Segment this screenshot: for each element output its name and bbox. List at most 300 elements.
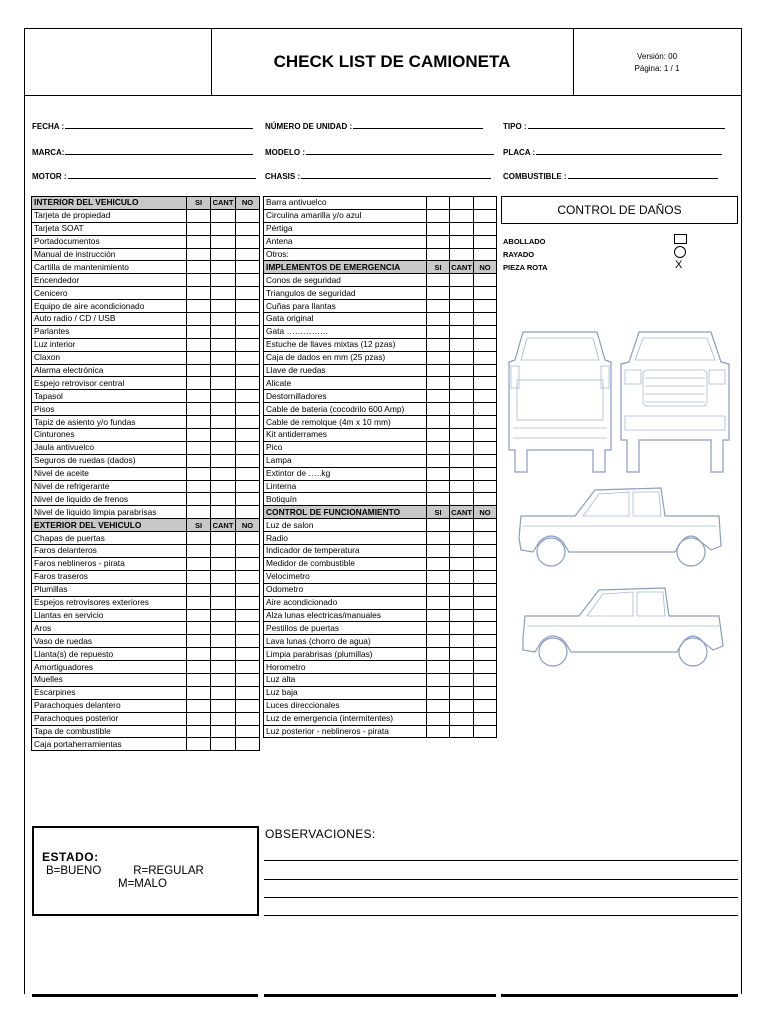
cant-field[interactable] — [211, 467, 236, 480]
no-checkbox[interactable] — [474, 712, 497, 725]
checklist-item-label: Triangulos de seguridad — [264, 287, 427, 300]
no-checkbox[interactable] — [236, 583, 260, 596]
cant-field[interactable] — [211, 673, 236, 686]
no-checkbox[interactable] — [236, 532, 260, 545]
document-header — [24, 28, 742, 96]
no-checkbox[interactable] — [236, 712, 260, 725]
no-checkbox[interactable] — [474, 480, 497, 493]
no-checkbox[interactable] — [474, 300, 497, 313]
si-checkbox[interactable] — [427, 416, 450, 429]
checklist-row — [264, 287, 497, 300]
no-checkbox[interactable] — [236, 416, 260, 429]
cant-field[interactable] — [450, 467, 474, 480]
checklist-item-label: Pico — [264, 441, 427, 454]
no-checkbox[interactable] — [474, 596, 497, 609]
observaciones-line-3[interactable] — [264, 897, 738, 898]
si-checkbox[interactable] — [427, 725, 450, 738]
no-checkbox[interactable] — [474, 390, 497, 403]
si-checkbox[interactable] — [427, 609, 450, 622]
si-checkbox[interactable] — [187, 454, 211, 467]
cant-field[interactable] — [211, 441, 236, 454]
no-checkbox[interactable] — [474, 661, 497, 674]
no-checkbox[interactable] — [474, 338, 497, 351]
no-checkbox[interactable] — [474, 557, 497, 570]
no-checkbox[interactable] — [236, 493, 260, 506]
cant-field[interactable] — [450, 300, 474, 313]
cant-field[interactable] — [450, 274, 474, 287]
placa-label: PLACA : — [503, 148, 536, 157]
checklist-item-label: Tarjeta de propiedad — [32, 209, 187, 222]
si-checkbox[interactable] — [427, 661, 450, 674]
modelo-field[interactable] — [265, 146, 494, 157]
si-checkbox[interactable] — [187, 699, 211, 712]
si-checkbox[interactable] — [187, 235, 211, 248]
si-checkbox[interactable] — [427, 274, 450, 287]
si-checkbox[interactable] — [187, 351, 211, 364]
no-checkbox[interactable] — [474, 725, 497, 738]
no-checkbox[interactable] — [236, 300, 260, 313]
si-checkbox[interactable] — [187, 532, 211, 545]
no-checkbox[interactable] — [236, 725, 260, 738]
no-checkbox[interactable] — [236, 248, 260, 261]
no-checkbox[interactable] — [474, 377, 497, 390]
cant-field[interactable] — [450, 648, 474, 661]
cant-field[interactable] — [450, 364, 474, 377]
numero-unidad-field[interactable] — [265, 120, 483, 131]
si-checkbox[interactable] — [187, 300, 211, 313]
cant-field[interactable] — [450, 416, 474, 429]
cant-field[interactable] — [450, 673, 474, 686]
si-checkbox[interactable] — [187, 583, 211, 596]
interior-header: INTERIOR DEL VEHICULO — [32, 197, 187, 210]
cant-field[interactable] — [211, 648, 236, 661]
no-checkbox[interactable] — [236, 338, 260, 351]
checklist-item-label: Cinturones — [32, 429, 187, 442]
si-checkbox[interactable] — [427, 377, 450, 390]
signature-line-2[interactable] — [264, 994, 496, 997]
no-checkbox[interactable] — [236, 403, 260, 416]
si-checkbox[interactable] — [187, 609, 211, 622]
no-checkbox[interactable] — [236, 351, 260, 364]
cant-field[interactable] — [211, 699, 236, 712]
cant-field[interactable] — [450, 209, 474, 222]
si-checkbox[interactable] — [187, 222, 211, 235]
no-checkbox[interactable] — [474, 635, 497, 648]
no-checkbox[interactable] — [474, 686, 497, 699]
cant-field[interactable] — [211, 209, 236, 222]
si-checkbox[interactable] — [427, 364, 450, 377]
fecha-label: FECHA : — [32, 122, 65, 131]
cant-field[interactable] — [450, 351, 474, 364]
checklist-item-label: Lava lunas (chorro de agua) — [264, 635, 427, 648]
si-checkbox[interactable] — [427, 557, 450, 570]
cant-field[interactable] — [450, 429, 474, 442]
si-checkbox[interactable] — [427, 622, 450, 635]
si-checkbox[interactable] — [187, 390, 211, 403]
cant-field[interactable] — [450, 725, 474, 738]
no-checkbox[interactable] — [474, 441, 497, 454]
si-column-header: SI — [427, 506, 450, 519]
si-checkbox[interactable] — [187, 274, 211, 287]
checklist-item-label: Aros — [32, 622, 187, 635]
cant-field[interactable] — [450, 403, 474, 416]
cant-field[interactable] — [450, 699, 474, 712]
si-checkbox[interactable] — [427, 686, 450, 699]
cant-field[interactable] — [211, 261, 236, 274]
si-checkbox[interactable] — [187, 661, 211, 674]
cant-field[interactable] — [211, 416, 236, 429]
cant-field[interactable] — [450, 635, 474, 648]
no-checkbox[interactable] — [474, 519, 497, 532]
cant-field[interactable] — [211, 390, 236, 403]
cant-field[interactable] — [450, 622, 474, 635]
si-checkbox[interactable] — [427, 583, 450, 596]
si-checkbox[interactable] — [427, 467, 450, 480]
no-checkbox[interactable] — [474, 699, 497, 712]
no-checkbox[interactable] — [236, 274, 260, 287]
no-checkbox[interactable] — [236, 429, 260, 442]
no-checkbox[interactable] — [474, 673, 497, 686]
checklist-item-label: Tapiz de asiento y/o fundas — [32, 416, 187, 429]
no-checkbox[interactable] — [236, 506, 260, 519]
no-checkbox[interactable] — [474, 583, 497, 596]
no-checkbox[interactable] — [474, 313, 497, 326]
si-checkbox[interactable] — [427, 248, 450, 261]
cant-field[interactable] — [211, 325, 236, 338]
marca-field[interactable] — [32, 146, 253, 157]
si-checkbox[interactable] — [187, 673, 211, 686]
cant-field[interactable] — [211, 738, 236, 751]
si-checkbox[interactable] — [427, 313, 450, 326]
no-checkbox[interactable] — [236, 222, 260, 235]
si-checkbox[interactable] — [187, 287, 211, 300]
cant-field[interactable] — [450, 686, 474, 699]
cant-field[interactable] — [450, 712, 474, 725]
no-checkbox[interactable] — [236, 261, 260, 274]
cant-field[interactable] — [211, 661, 236, 674]
si-checkbox[interactable] — [427, 493, 450, 506]
no-checkbox[interactable] — [474, 222, 497, 235]
cant-field[interactable] — [211, 635, 236, 648]
no-checkbox[interactable] — [236, 570, 260, 583]
si-checkbox[interactable] — [187, 712, 211, 725]
si-checkbox[interactable] — [187, 570, 211, 583]
document-title: CHECK LIST DE CAMIONETA — [273, 52, 511, 71]
cant-field[interactable] — [450, 222, 474, 235]
si-checkbox[interactable] — [427, 699, 450, 712]
si-checkbox[interactable] — [427, 300, 450, 313]
no-checkbox[interactable] — [236, 287, 260, 300]
si-checkbox[interactable] — [427, 338, 450, 351]
estado-line2: M=MALO — [118, 878, 167, 890]
checklist-row — [32, 390, 260, 403]
cant-field[interactable] — [211, 338, 236, 351]
checklist-row — [32, 364, 260, 377]
si-checkbox[interactable] — [187, 467, 211, 480]
cant-field[interactable] — [450, 557, 474, 570]
observaciones-line-4[interactable] — [264, 915, 738, 916]
no-checkbox[interactable] — [474, 609, 497, 622]
si-checkbox[interactable] — [427, 545, 450, 558]
cant-field[interactable] — [211, 377, 236, 390]
cant-field[interactable] — [211, 248, 236, 261]
no-column-header: NO — [236, 197, 260, 210]
si-column-header: SI — [187, 197, 211, 210]
no-checkbox[interactable] — [474, 429, 497, 442]
si-checkbox[interactable] — [427, 403, 450, 416]
si-checkbox[interactable] — [187, 635, 211, 648]
cant-field[interactable] — [450, 532, 474, 545]
checklist-row — [32, 416, 260, 429]
cant-field[interactable] — [211, 235, 236, 248]
no-checkbox[interactable] — [236, 661, 260, 674]
no-checkbox[interactable] — [236, 325, 260, 338]
no-checkbox[interactable] — [474, 416, 497, 429]
si-checkbox[interactable] — [187, 725, 211, 738]
no-checkbox[interactable] — [236, 390, 260, 403]
no-checkbox[interactable] — [474, 648, 497, 661]
si-checkbox[interactable] — [427, 325, 450, 338]
si-checkbox[interactable] — [187, 686, 211, 699]
cant-field[interactable] — [211, 557, 236, 570]
checklist-row — [32, 235, 260, 248]
cant-field[interactable] — [450, 338, 474, 351]
no-checkbox[interactable] — [236, 454, 260, 467]
cant-field[interactable] — [450, 235, 474, 248]
no-checkbox[interactable] — [474, 532, 497, 545]
si-checkbox[interactable] — [187, 441, 211, 454]
cant-field[interactable] — [450, 197, 474, 210]
cant-field[interactable] — [211, 725, 236, 738]
checklist-row — [32, 274, 260, 287]
observaciones-line-1[interactable] — [264, 860, 738, 861]
si-checkbox[interactable] — [427, 596, 450, 609]
no-checkbox[interactable] — [236, 545, 260, 558]
si-checkbox[interactable] — [187, 364, 211, 377]
cant-field[interactable] — [211, 712, 236, 725]
si-checkbox[interactable] — [427, 519, 450, 532]
si-checkbox[interactable] — [187, 261, 211, 274]
no-checkbox[interactable] — [474, 274, 497, 287]
cant-field[interactable] — [450, 545, 474, 558]
no-checkbox[interactable] — [236, 699, 260, 712]
si-checkbox[interactable] — [427, 570, 450, 583]
si-checkbox[interactable] — [187, 506, 211, 519]
si-checkbox[interactable] — [187, 338, 211, 351]
cant-field[interactable] — [211, 351, 236, 364]
checklist-row — [264, 699, 497, 712]
si-checkbox[interactable] — [187, 248, 211, 261]
signature-line-3[interactable] — [501, 994, 738, 997]
cant-field[interactable] — [211, 570, 236, 583]
no-checkbox[interactable] — [474, 364, 497, 377]
cant-field[interactable] — [211, 622, 236, 635]
cant-field[interactable] — [450, 493, 474, 506]
no-checkbox[interactable] — [236, 557, 260, 570]
si-checkbox[interactable] — [427, 441, 450, 454]
no-checkbox[interactable] — [474, 454, 497, 467]
no-checkbox[interactable] — [474, 209, 497, 222]
si-checkbox[interactable] — [427, 673, 450, 686]
no-checkbox[interactable] — [236, 673, 260, 686]
cant-field[interactable] — [450, 287, 474, 300]
no-checkbox[interactable] — [236, 313, 260, 326]
cant-field[interactable] — [450, 480, 474, 493]
checklist-item-label: Luz de salon — [264, 519, 427, 532]
placa-field[interactable] — [503, 146, 722, 157]
no-checkbox[interactable] — [236, 686, 260, 699]
cant-field[interactable] — [450, 519, 474, 532]
cant-field[interactable] — [211, 532, 236, 545]
checklist-row — [264, 570, 497, 583]
cant-field[interactable] — [450, 325, 474, 338]
cant-field[interactable] — [211, 506, 236, 519]
signature-line-1[interactable] — [32, 994, 258, 997]
si-checkbox[interactable] — [427, 209, 450, 222]
si-checkbox[interactable] — [187, 480, 211, 493]
no-checkbox[interactable] — [474, 545, 497, 558]
si-checkbox[interactable] — [187, 313, 211, 326]
si-checkbox[interactable] — [187, 545, 211, 558]
cant-field[interactable] — [211, 480, 236, 493]
checklist-item-label: Kit antiderrames — [264, 429, 427, 442]
checklist-row — [264, 583, 497, 596]
cant-field[interactable] — [211, 596, 236, 609]
no-checkbox[interactable] — [474, 351, 497, 364]
checklist-row — [264, 351, 497, 364]
cant-field[interactable] — [450, 596, 474, 609]
no-checkbox[interactable] — [236, 467, 260, 480]
cant-field[interactable] — [211, 403, 236, 416]
cant-field[interactable] — [211, 609, 236, 622]
no-checkbox[interactable] — [474, 235, 497, 248]
cant-field[interactable] — [450, 441, 474, 454]
si-checkbox[interactable] — [187, 403, 211, 416]
checklist-item-label: Nivel de aceite — [32, 467, 187, 480]
si-checkbox[interactable] — [427, 480, 450, 493]
chasis-field[interactable] — [265, 170, 491, 181]
no-checkbox[interactable] — [474, 325, 497, 338]
checklist-item-label: Luces direccionales — [264, 699, 427, 712]
no-checkbox[interactable] — [236, 235, 260, 248]
si-checkbox[interactable] — [427, 648, 450, 661]
no-checkbox[interactable] — [236, 609, 260, 622]
checklist-item-label: Horometro — [264, 661, 427, 674]
no-checkbox[interactable] — [236, 596, 260, 609]
si-checkbox[interactable] — [187, 377, 211, 390]
si-checkbox[interactable] — [427, 351, 450, 364]
si-checkbox[interactable] — [427, 454, 450, 467]
si-checkbox[interactable] — [187, 416, 211, 429]
cant-field[interactable] — [450, 313, 474, 326]
si-checkbox[interactable] — [427, 197, 450, 210]
si-checkbox[interactable] — [427, 235, 450, 248]
no-checkbox[interactable] — [474, 622, 497, 635]
si-checkbox[interactable] — [187, 648, 211, 661]
cant-field[interactable] — [450, 454, 474, 467]
si-checkbox[interactable] — [427, 222, 450, 235]
cant-field[interactable] — [211, 545, 236, 558]
si-checkbox[interactable] — [427, 712, 450, 725]
cant-field[interactable] — [450, 570, 474, 583]
no-checkbox[interactable] — [236, 622, 260, 635]
checklist-item-label: Cable de bateria (cocodrilo 600 Amp) — [264, 403, 427, 416]
si-checkbox[interactable] — [187, 622, 211, 635]
cant-field[interactable] — [211, 300, 236, 313]
si-checkbox[interactable] — [187, 557, 211, 570]
tipo-label: TIPO : — [503, 122, 527, 131]
no-checkbox[interactable] — [474, 493, 497, 506]
no-checkbox[interactable] — [236, 738, 260, 751]
no-checkbox[interactable] — [474, 197, 497, 210]
si-checkbox[interactable] — [187, 738, 211, 751]
cant-field[interactable] — [211, 493, 236, 506]
si-checkbox[interactable] — [187, 429, 211, 442]
cant-field[interactable] — [211, 686, 236, 699]
si-checkbox[interactable] — [427, 635, 450, 648]
cant-field[interactable] — [450, 661, 474, 674]
no-checkbox[interactable] — [474, 248, 497, 261]
si-checkbox[interactable] — [427, 390, 450, 403]
chasis-label: CHASIS : — [265, 172, 301, 181]
cant-field[interactable] — [450, 583, 474, 596]
si-checkbox[interactable] — [187, 325, 211, 338]
cant-field[interactable] — [211, 222, 236, 235]
no-checkbox[interactable] — [236, 635, 260, 648]
tipo-field[interactable] — [503, 120, 725, 131]
marca-label: MARCA: — [32, 148, 65, 157]
cant-field[interactable] — [211, 364, 236, 377]
no-checkbox[interactable] — [236, 209, 260, 222]
no-checkbox[interactable] — [474, 403, 497, 416]
cant-field[interactable] — [211, 429, 236, 442]
no-checkbox[interactable] — [236, 480, 260, 493]
si-checkbox[interactable] — [427, 287, 450, 300]
no-checkbox[interactable] — [236, 377, 260, 390]
cant-field[interactable] — [450, 609, 474, 622]
combustible-field[interactable] — [503, 170, 718, 181]
no-checkbox[interactable] — [236, 648, 260, 661]
cant-field[interactable] — [211, 274, 236, 287]
no-checkbox[interactable] — [474, 570, 497, 583]
si-checkbox[interactable] — [187, 493, 211, 506]
motor-field[interactable] — [32, 170, 256, 181]
si-checkbox[interactable] — [427, 532, 450, 545]
cant-field[interactable] — [450, 377, 474, 390]
no-checkbox[interactable] — [236, 441, 260, 454]
no-checkbox[interactable] — [474, 287, 497, 300]
cant-field[interactable] — [211, 583, 236, 596]
si-checkbox[interactable] — [187, 596, 211, 609]
cant-field[interactable] — [211, 313, 236, 326]
checklist-row — [264, 532, 497, 545]
no-checkbox[interactable] — [236, 364, 260, 377]
checklist-item-label: Cartilla de mantenimiento — [32, 261, 187, 274]
fecha-field[interactable] — [32, 120, 253, 131]
checklist-row — [264, 609, 497, 622]
cant-field[interactable] — [450, 248, 474, 261]
si-checkbox[interactable] — [427, 429, 450, 442]
legend-rayado: RAYADO — [503, 250, 535, 259]
cant-field[interactable] — [211, 454, 236, 467]
cant-field[interactable] — [211, 287, 236, 300]
checklist-row — [264, 725, 497, 738]
si-checkbox[interactable] — [187, 209, 211, 222]
checklist-item-label: Lampa — [264, 454, 427, 467]
no-checkbox[interactable] — [474, 467, 497, 480]
cant-field[interactable] — [450, 390, 474, 403]
observaciones-line-2[interactable] — [264, 879, 738, 880]
